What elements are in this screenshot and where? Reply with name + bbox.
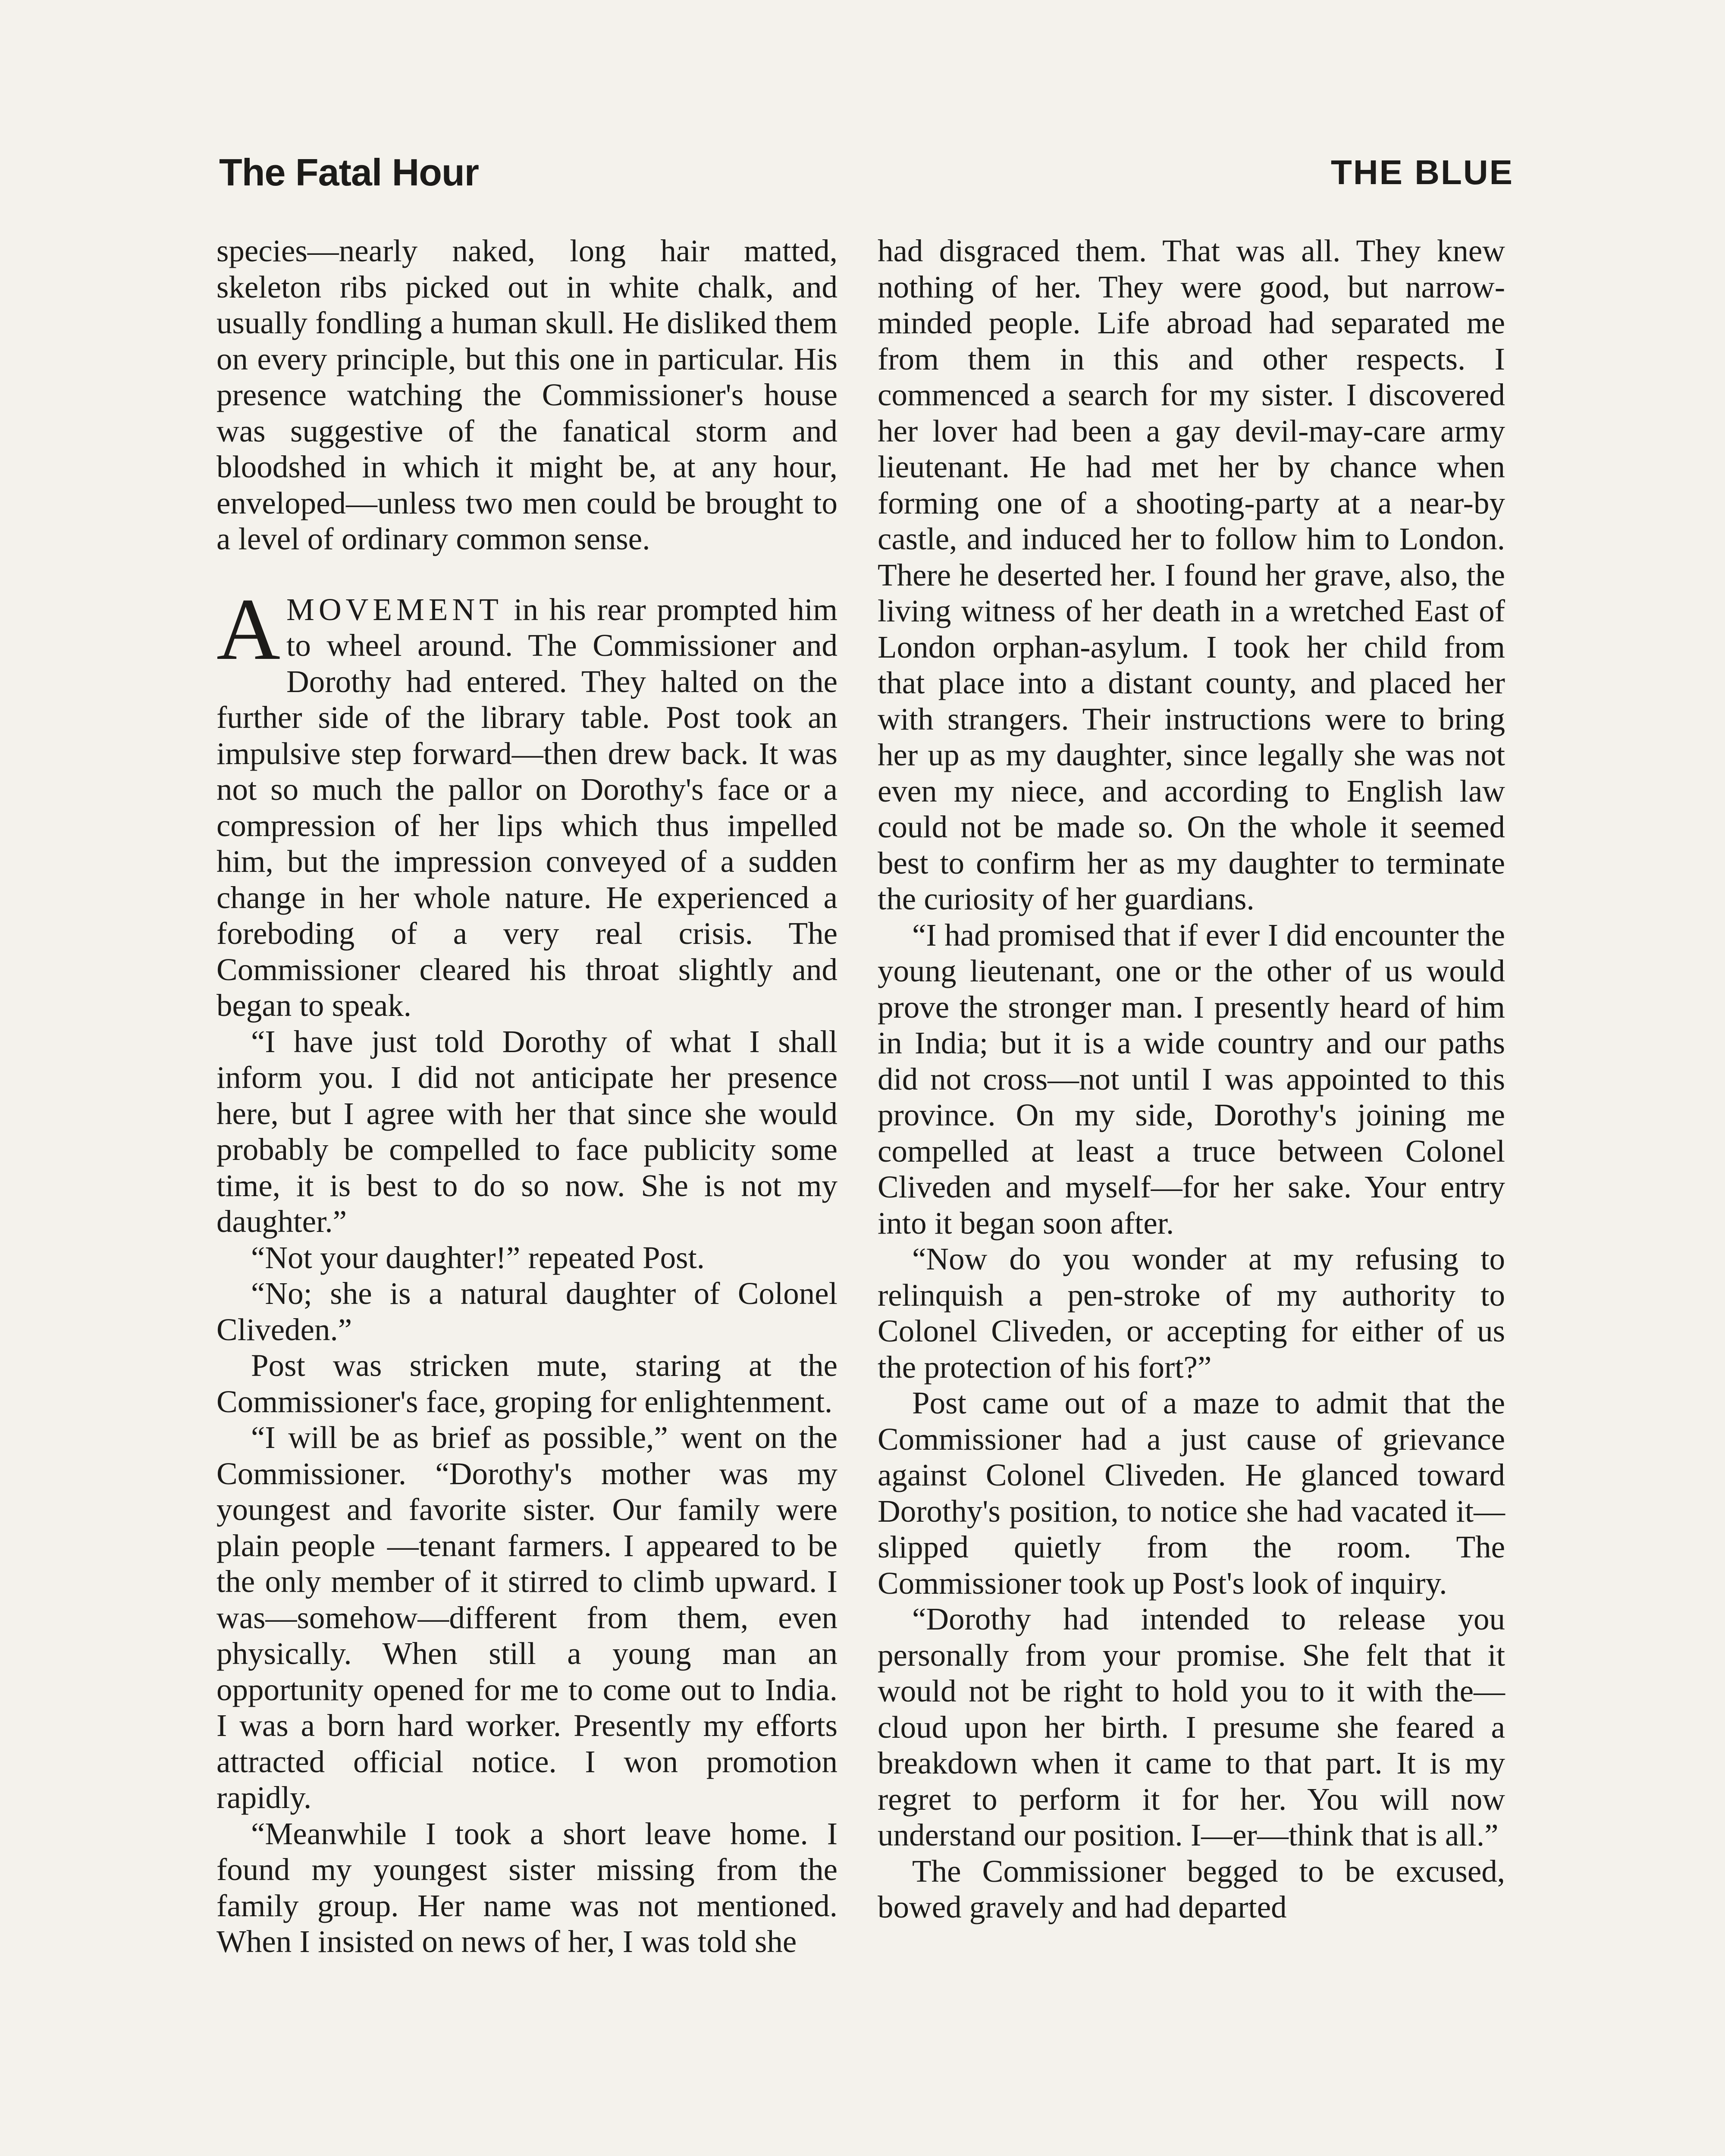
paragraph: Post came out of a maze to admit that the Commissioner had a just cause of grievance against Colonel Cliveden. He glanced toward Dorothy's position, to notice she had vacated it—slipped quietly from the room. The Commissioner took up Post's look of inquiry. xyxy=(878,1385,1505,1601)
paragraph: “Not your daughter!” repeated Post. xyxy=(251,1240,705,1275)
paragraph: “I had promised that if ever I did encounter the young lieutenant, one or the other of us would prove the stronger man. I presently heard of him in India; but it is a wide country and our paths did not cross—not until I was appointed to this province. On my side, Dorothy's joining me compelled at least a truce between Colonel Cliveden and myself—for her sake. Your entry into it began soon after. xyxy=(878,917,1505,1241)
right-column xyxy=(878,233,1505,1925)
paragraph: The Commissioner begged to be excused, bowed gravely and had departed xyxy=(878,1853,1505,1924)
paragraph: “Dorothy had intended to release you personally from your promise. She felt that it would not be right to hold you to it with the—cloud upon her birth. I presume she feared a breakdown when it came to that part. It is my regret to perform it for her. You will now understand our position. I—er—think that is all.” xyxy=(878,1601,1505,1852)
paragraph: “I have just told Dorothy of what I shall inform you. I did not anticipate her presence here, but I agree with her that since she would probably be compelled to face publicity some time, it is best to do so now. She is not my daughter.” xyxy=(216,1024,837,1239)
paragraph: “No; she is a natural daughter of Colonel Cliveden.” xyxy=(216,1276,837,1347)
paragraph: Post was stricken mute, staring at the Commissioner's face, groping for enlightenment. xyxy=(216,1348,837,1419)
paragraph: had disgraced them. That was all. They knew nothing of her. They were good, but narrow-minded people. Life abroad had separated me from them in this and other respects. I commenced a search for my sister. I discovered her lover had been a gay devil-may-care army lieutenant. He had met her by chance when forming one of a shooting-party at a near-by castle, and induced her to follow him to London. There he deserted her. I found her grave, also, the living witness of her death in a wretched East of London orphan-asylum. I took her child from that place into a distant county, and placed her with strangers. Their instructions were to bring her up as my daughter, since legally she was not even my niece, and according to English law could not be made so. On the whole it seemed best to confirm her as my daughter to terminate the curiosity of her guardians. xyxy=(878,233,1505,916)
paragraph: “Meanwhile I took a short leave home. I found my youngest sister missing from the family group. Her name was not mentioned. When I insisted on news of her, I was told she xyxy=(216,1816,837,1959)
paragraph: species—nearly naked, long hair matted, skeleton ribs picked out in white chalk, and usually fondling a human skull. He disliked them on every principle, but this one in particular. His presence watching the Commissioner's house was suggestive of the fanatical storm and bloodshed in which it might be, at any hour, enveloped—unless two men could be brought to a level of ordinary common sense. xyxy=(216,233,837,556)
story-title: The Fatal Hour xyxy=(219,151,479,194)
left-column xyxy=(216,233,837,1960)
paragraph: “Now do you wonder at my refusing to relinquish a pen-stroke of my authority to Colonel Cliveden, or accepting for either of us the protection of his fort?” xyxy=(878,1241,1505,1385)
small-caps-word: MOVEMENT xyxy=(286,592,503,627)
magazine-name: THE BLUE xyxy=(1331,153,1514,191)
paragraph-text: in his rear prompted him to wheel around. The Commissioner and Dorothy had entered. They halted on the further side of the library table. Post took an impulsive step forward—then drew back. It was not so much the pallor on Dorothy's face or a compression of her lips which thus impelled him, but the impression conveyed of a sudden change in her whole nature. He experienced a foreboding of a very real crisis. The Commissioner cleared his throat slightly and began to speak. xyxy=(216,592,837,1023)
running-header xyxy=(219,147,1514,198)
paragraph-dropcap xyxy=(216,580,837,1024)
drop-cap: A xyxy=(216,580,281,678)
paragraph: “I will be as brief as possible,” went on the Commissioner. “Dorothy's mother was my youngest and favorite sister. Our family were plain people —tenant farmers. I appeared to be the only member of it stirred to climb upward. I was—somehow—different from them, even physically. When still a young man an opportunity opened for me to come out to India. I was a born hard worker. Presently my efforts attracted official notice. I won promotion rapidly. xyxy=(216,1420,837,1815)
